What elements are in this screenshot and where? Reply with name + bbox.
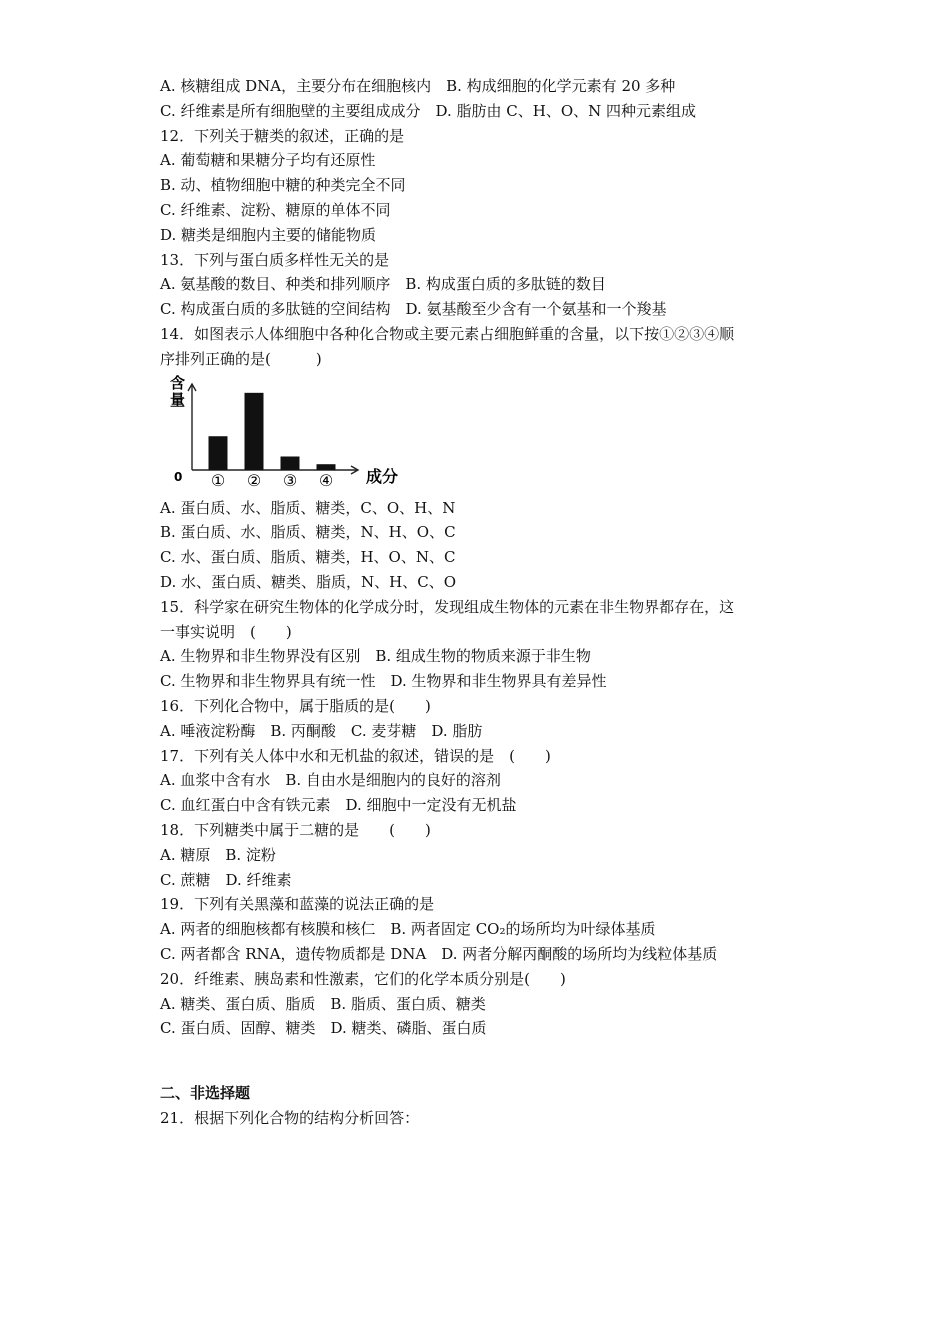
text-line: A. 血浆中含有水 B. 自由水是细胞内的良好的溶剂 [160, 771, 501, 790]
text-line: 20．纤维素、胰岛素和性激素，它们的化学本质分别是( ) [160, 969, 566, 988]
text-line: 序排列正确的是( ) [160, 349, 322, 368]
questions-14-options-to-20 [160, 496, 800, 1042]
text-line: 17．下列有关人体中水和无机盐的叙述，错误的是 ( ) [160, 746, 551, 765]
text-line: C. 水、蛋白质、脂质、糖类，H、O、N、C [160, 548, 456, 567]
text-line: C. 蔗糖 D. 纤维素 [160, 870, 292, 889]
y-axis-label: 量 [170, 390, 186, 409]
text-line: A. 唾液淀粉酶 B. 丙酮酸 C. 麦芽糖 D. 脂肪 [160, 721, 483, 740]
text-line: C. 蛋白质、固醇、糖类 D. 糖类、磷脂、蛋白质 [160, 1019, 487, 1038]
question-21: 21．根据下列化合物的结构分析回答： [160, 1108, 420, 1127]
x-tick-label: ① [210, 470, 226, 490]
text-line: C. 生物界和非生物界具有统一性 D. 生物界和非生物界具有差异性 [160, 672, 607, 691]
y-axis-label: 含 [170, 373, 186, 392]
x-tick-label: ② [246, 470, 262, 490]
bar [317, 464, 336, 470]
x-tick-label: ④ [318, 470, 334, 490]
text-line: A. 糖原 B. 淀粉 [160, 845, 276, 864]
text-line: C. 纤维素、淀粉、糖原的单体不同 [160, 200, 391, 219]
text-line: 15．科学家在研究生物体的化学成分时，发现组成生物体的元素在非生物界都存在，这 [160, 597, 735, 616]
text-line: A. 氨基酸的数目、种类和排列顺序 B. 构成蛋白质的多肽链的数目 [160, 275, 606, 294]
text-line: A. 糖类、蛋白质、脂质 B. 脂质、蛋白质、糖类 [160, 994, 486, 1013]
text-line: D. 糖类是细胞内主要的储能物质 [160, 225, 377, 244]
text-line: A. 生物界和非生物界没有区别 B. 组成生物的物质来源于非生物 [160, 647, 591, 666]
text-line: A. 蛋白质、水、脂质、糖类，C、O、H、N [160, 498, 456, 517]
x-axis-label: 成分 [366, 466, 399, 486]
text-line: 14．如图表示人体细胞中各种化合物或主要元素占细胞鲜重的含量，以下按①②③④顺 [160, 324, 735, 343]
origin-label: 0 [174, 469, 183, 484]
text-line: 13．下列与蛋白质多样性无关的是 [160, 250, 390, 269]
text-line: D. 水、蛋白质、糖类、脂质，N、H、C、O [160, 572, 457, 591]
text-line: 一事实说明 ( ) [160, 622, 292, 641]
text-line: A. 核糖组成 DNA，主要分布在细胞核内 B. 构成细胞的化学元素有 20 多种 [160, 77, 676, 95]
bar-chart [160, 374, 400, 494]
exam-page [160, 74, 800, 1131]
text-line: 12．下列关于糖类的叙述，正确的是 [160, 126, 405, 145]
text-line: 18．下列糖类中属于二糖的是 ( ) [160, 820, 431, 839]
section-heading: 二、非选择题 [160, 1084, 251, 1103]
text-line: A. 两者的细胞核都有核膜和核仁 B. 两者固定 CO₂的场所均为叶绿体基质 [160, 920, 656, 939]
bar-chart-svg [160, 374, 400, 494]
bar [245, 392, 264, 469]
text-line: 16．下列化合物中，属于脂质的是( ) [160, 696, 431, 715]
text-line: C. 构成蛋白质的多肽链的空间结构 D. 氨基酸至少含有一个氨基和一个羧基 [160, 300, 667, 319]
text-line: A. 葡萄糖和果糖分子均有还原性 [160, 151, 376, 170]
text-line: 19．下列有关黑藻和蓝藻的说法正确的是 [160, 895, 435, 914]
questions-11-to-14 [160, 74, 800, 372]
x-tick-label: ③ [282, 470, 298, 490]
text-line: C. 两者都含 RNA，遗传物质都是 DNA D. 两者分解丙酮酸的场所均为线粒体基质 [160, 944, 718, 963]
bar [209, 436, 228, 470]
text-line: B. 动、植物细胞中糖的种类完全不同 [160, 176, 406, 195]
text-line: C. 纤维素是所有细胞壁的主要组成成分 D. 脂肪由 C、H、O、N 四种元素组成 [160, 101, 697, 120]
text-line: C. 血红蛋白中含有铁元素 D. 细胞中一定没有无机盐 [160, 796, 517, 815]
bar [281, 456, 300, 470]
text-line: B. 蛋白质、水、脂质、糖类，N、H、O、C [160, 523, 456, 542]
